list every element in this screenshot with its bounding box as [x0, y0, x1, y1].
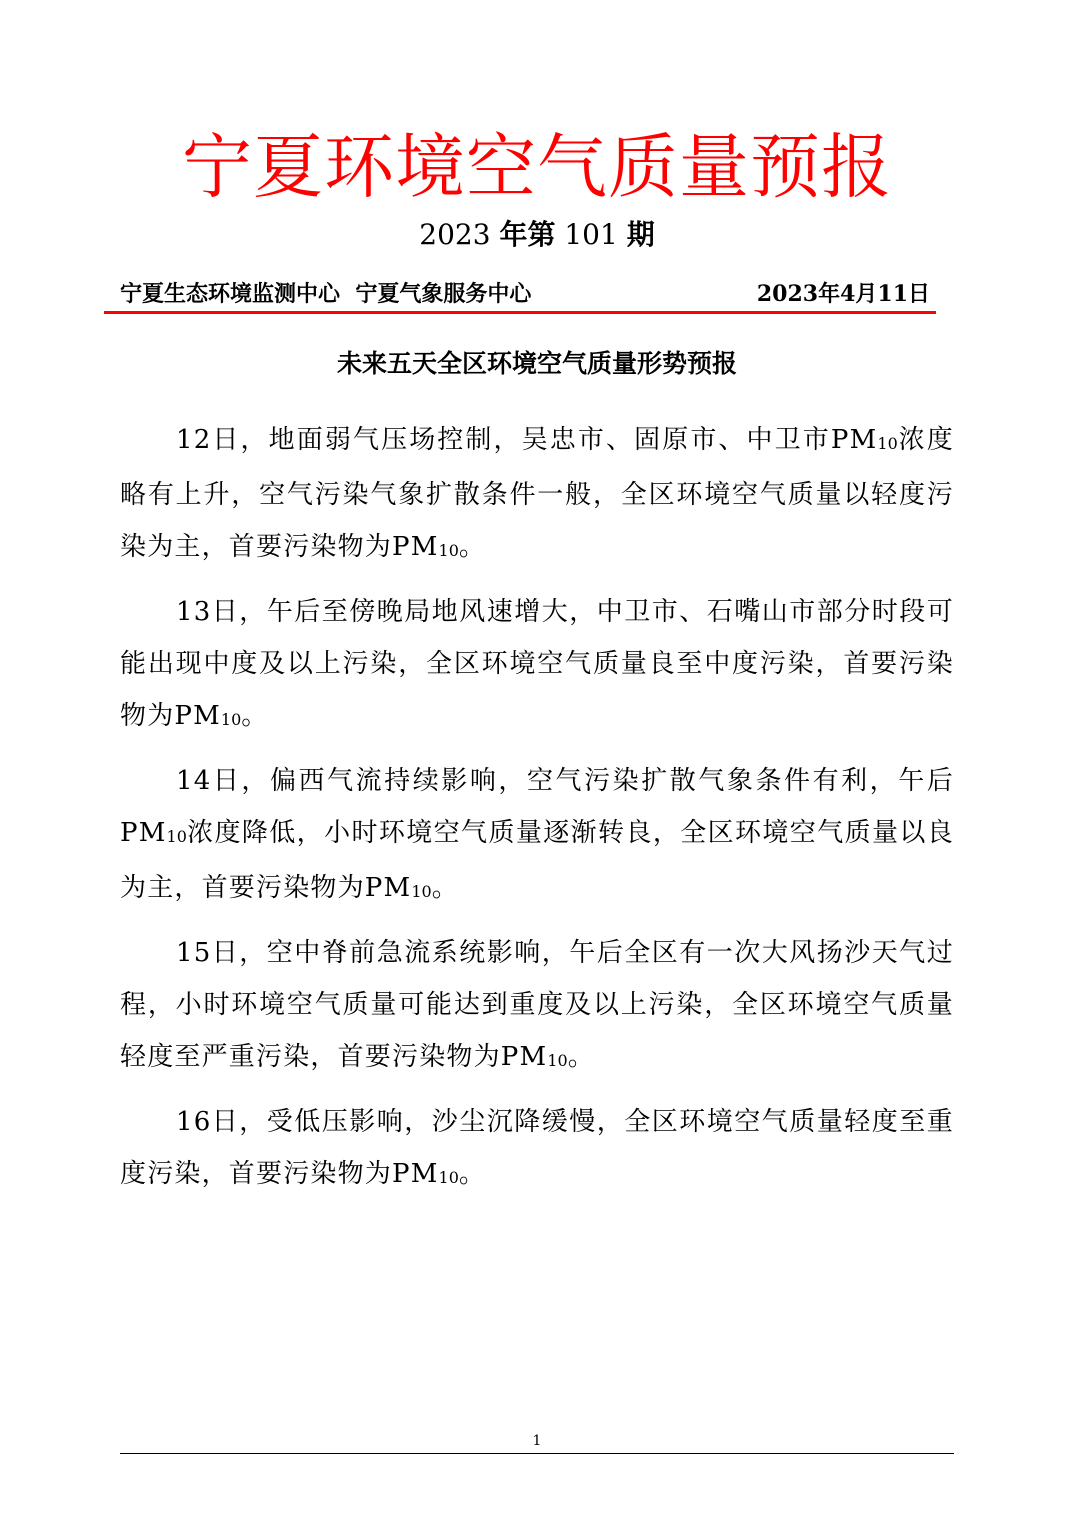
pm-subscript: 10 — [547, 1051, 568, 1070]
page-number: 1 — [532, 1433, 542, 1449]
forecast-paragraph — [120, 927, 954, 1086]
issue-number-label: 期 — [626, 218, 655, 251]
masthead-title: 宁夏环境空气质量预报 — [182, 126, 892, 208]
forecast-paragraph — [120, 755, 954, 917]
pm-subscript: 10 — [438, 541, 459, 560]
issue-date: 2023年4月11日 — [756, 281, 930, 307]
pm-subscript: 10 — [877, 434, 898, 453]
issue-year-label: 年第 — [499, 218, 556, 251]
paragraph-text: 12日，地面弱气压场控制，吴忠市、固原市、中卫市PM — [176, 425, 878, 455]
issue-number: 101 — [564, 218, 618, 251]
paragraph-text: 16日，受低压影响，沙尘沉降缓慢，全区环境空气质量轻度至重度污染，首要污染物为PM — [120, 1107, 954, 1189]
paragraph-text: 14日，偏西气流持续影响，空气污染扩散气象条件有利，午后PM — [120, 766, 954, 848]
paragraph-text: 浓度降低，小时环境空气质量逐渐转良，全区环境空气质量以良为主，首要污染物为PM — [120, 818, 954, 903]
pm-subscript: 10 — [411, 882, 432, 901]
issue-year: 2023 — [419, 218, 491, 251]
paragraph-text: 浓度略有上升，空气污染气象扩散条件一般，全区环境空气质量以轻度污染为主，首要污染物为PM — [120, 425, 954, 562]
pm-subscript: 10 — [220, 710, 242, 729]
document-title: 未来五天全区环境空气质量形势预报 — [336, 349, 737, 378]
agency-date-row — [120, 276, 930, 312]
forecast-paragraph — [120, 414, 954, 576]
paragraph-text: 。 — [241, 701, 269, 731]
pm-subscript: 10 — [438, 1168, 459, 1187]
forecast-paragraph — [120, 1096, 954, 1203]
paragraph-text: 。 — [567, 1042, 595, 1072]
paragraph-text: 。 — [431, 873, 459, 903]
paragraph-text: 13日，午后至傍晚局地风速增大，中卫市、石嘴山市部分时段可能出现中度及以上污染，全区环境空气质量良至中度污染，首要污染物为PM — [120, 597, 954, 731]
paragraph-text: 15日，空中脊前急流系统影响，午后全区有一次大风扬沙天气过程，小时环境空气质量可能达到重度及以上污染，全区环境空气质量轻度至严重污染，首要污染物为PM — [120, 938, 954, 1072]
paragraph-text: 。 — [458, 1159, 487, 1189]
footer-divider-line — [120, 1453, 954, 1454]
forecast-body — [120, 414, 954, 1213]
red-divider-line — [104, 311, 936, 314]
pm-subscript: 10 — [166, 827, 187, 846]
forecast-paragraph — [120, 586, 954, 745]
issue-line — [0, 215, 1074, 255]
agency-names: 宁夏生态环境监测中心 宁夏气象服务中心 — [120, 281, 532, 307]
paragraph-text: 。 — [458, 532, 487, 562]
